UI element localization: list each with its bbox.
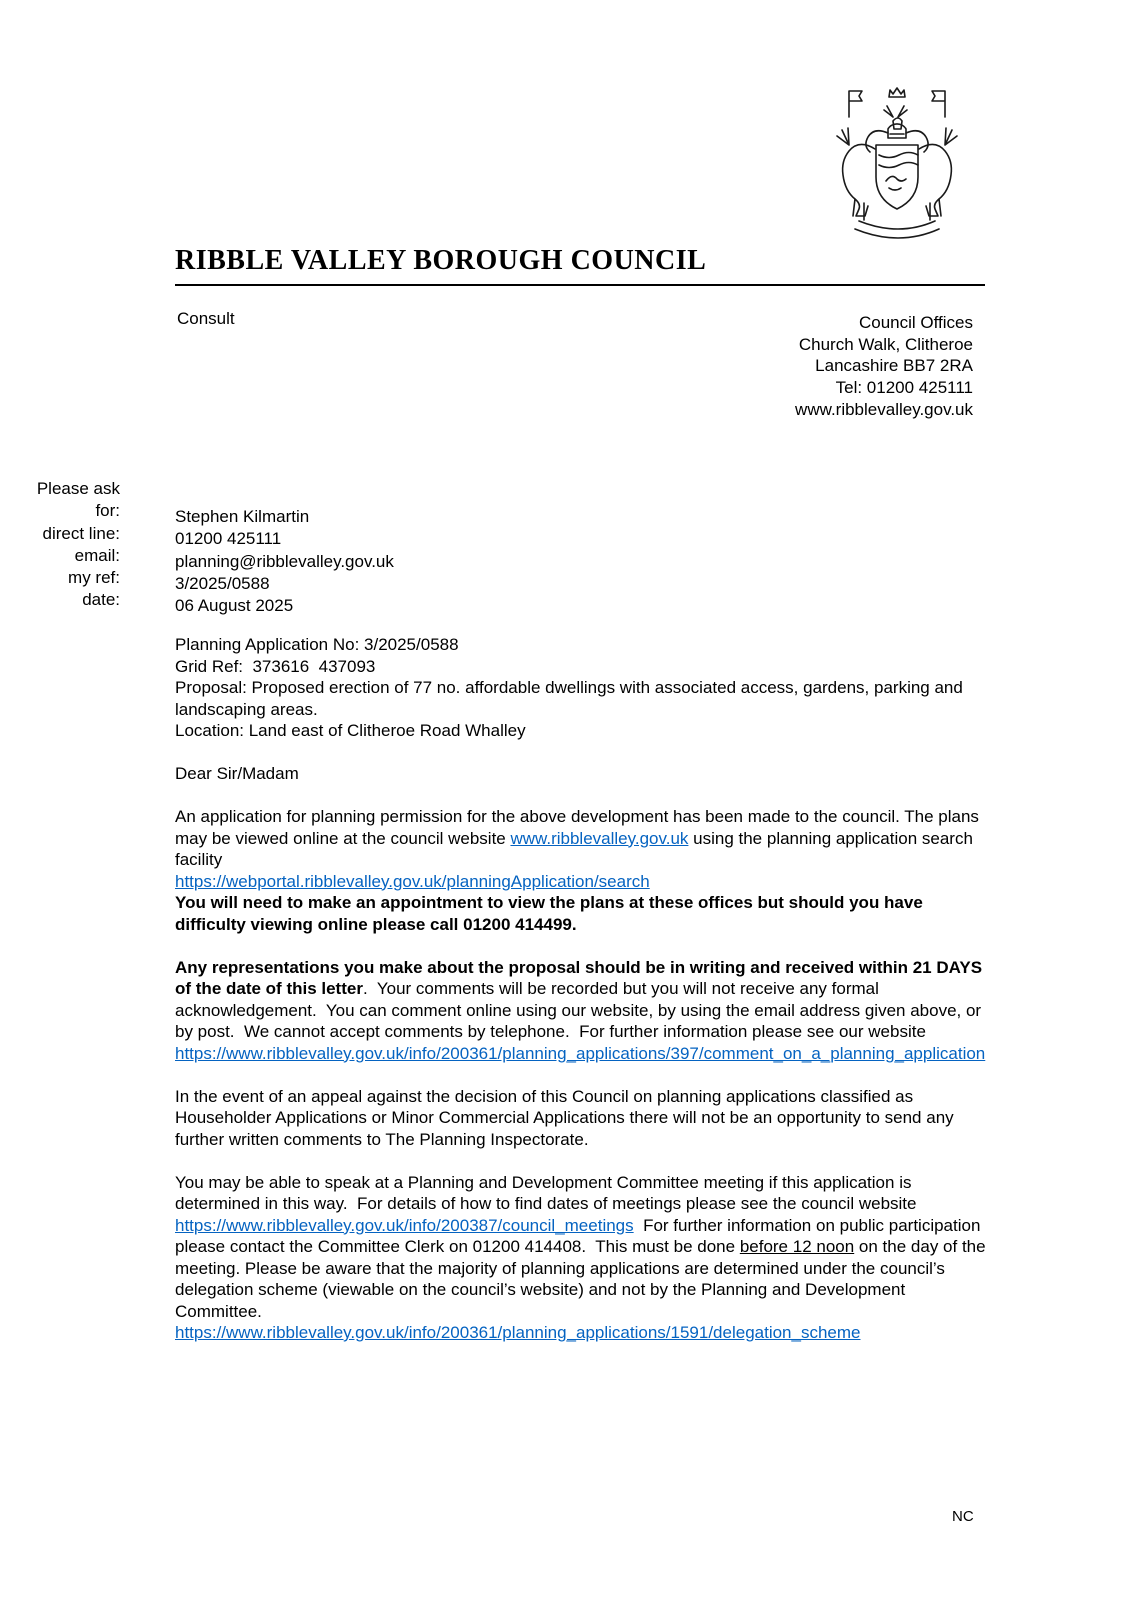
contact-officer-name: Stephen Kilmartin [175,507,310,526]
council-title: RIBBLE VALLEY BOROUGH COUNCIL [175,245,707,276]
delegation-scheme-link[interactable]: https://www.ribblevalley.gov.uk/info/200361/planning_applications/1591/delegation_scheme [175,1323,861,1342]
appointment-notice-bold: You will need to make an appointment to view the plans at these offices but should you have difficulty viewing online please call 01200 414499. [175,893,928,934]
consult-label: Consult [177,309,235,328]
letter-body [175,634,991,1365]
address-line: www.ribblevalley.gov.uk [795,399,973,419]
paragraph-text: . Your comments will be recorded but you will not receive any formal acknowledgement. You can comment online using our website, by using the email address given above, or by post. We cannot accept comments by telephone. For further information please see our website [175,979,986,1041]
address-line: Lancashire BB7 2RA [815,356,973,376]
address-line: Tel: 01200 425111 [835,378,973,398]
application-number: Planning Application No: 3/2025/0588 [175,635,459,654]
council-website-link[interactable]: www.ribblevalley.gov.uk [510,828,689,848]
contact-values [175,506,394,617]
comment-on-application-link[interactable]: https://www.ribblevalley.gov.uk/info/200361/planning_applications/397/comment_on_a_planning_application [175,1043,986,1063]
contact-label-date: date: [82,590,120,610]
salutation: Dear Sir/Madam [175,764,299,783]
application-proposal: Proposal: Proposed erection of 77 no. affordable dwellings with associated access, gardens, parking and landscaping areas. [175,678,968,719]
council-crest [793,73,1000,245]
application-details [175,634,987,742]
contact-date: 06 August 2025 [175,596,294,616]
contact-label-email: email: [74,545,120,565]
footer-initials: NC [952,1508,974,1525]
contact-my-ref: 3/2025/0588 [175,573,270,593]
contact-labels [0,478,120,612]
planning-search-link[interactable]: https://webportal.ribblevalley.gov.uk/planningApplication/search [175,871,650,891]
application-grid-ref: Grid Ref: 373616 437093 [175,656,376,676]
paragraph-text: For further information on public participation please contact the Committee Clerk on 01200 414408. This must be done [175,1215,986,1256]
address-line: Council Offices [858,313,973,332]
representations-bold: Any representations you make about the proposal should be in writing and received within 21 DAYS of the date of this letter [175,957,987,998]
address-line: Church Walk, Clitheroe [798,334,973,354]
application-location: Location: Land east of Clitheroe Road Whalley [175,721,526,740]
letter-paragraph-appeal [175,1086,987,1151]
paragraph-text: on the day of the meeting. Please be aware that the majority of planning applications are determined under the council’s delegation scheme (viewable on the council’s website) and not by the Planning and Development Committee. [175,1237,991,1321]
before-noon-underline: before 12 noon [739,1237,855,1256]
contact-label-my-ref: my ref: [68,568,120,588]
contact-label-direct-line: direct line: [42,523,120,543]
letter-paragraph-representations [175,957,987,1065]
contact-direct-line: 01200 425111 [175,529,282,549]
paragraph-text: using the planning application search facility [175,828,978,869]
title-block [175,246,985,286]
letter-paragraph-viewing [175,806,987,935]
paragraph-text: In the event of an appeal against the decision of this Council on planning applications classified as Householder Applications or Minor Commercial Applications there will not be an opportunity to send any further written comments to The Planning Inspectorate. [175,1086,959,1149]
contact-label-please-ask: Please ask [36,479,120,498]
letter-paragraph-committee [175,1172,991,1344]
council-meetings-link[interactable]: https://www.ribblevalley.gov.uk/info/200387/council_meetings [175,1215,634,1235]
contact-email: planning@ribblevalley.gov.uk [175,551,394,571]
paragraph-text: An application for planning permission for the above development has been made to the council. The plans may be viewed online at the council website [175,807,984,848]
contact-label-for: for: [95,501,120,521]
council-address [795,312,973,421]
paragraph-text: You may be able to speak at a Planning and Development Committee meeting if this application is determined in this way. For details of how to find dates of meetings please see the council website [175,1172,922,1213]
